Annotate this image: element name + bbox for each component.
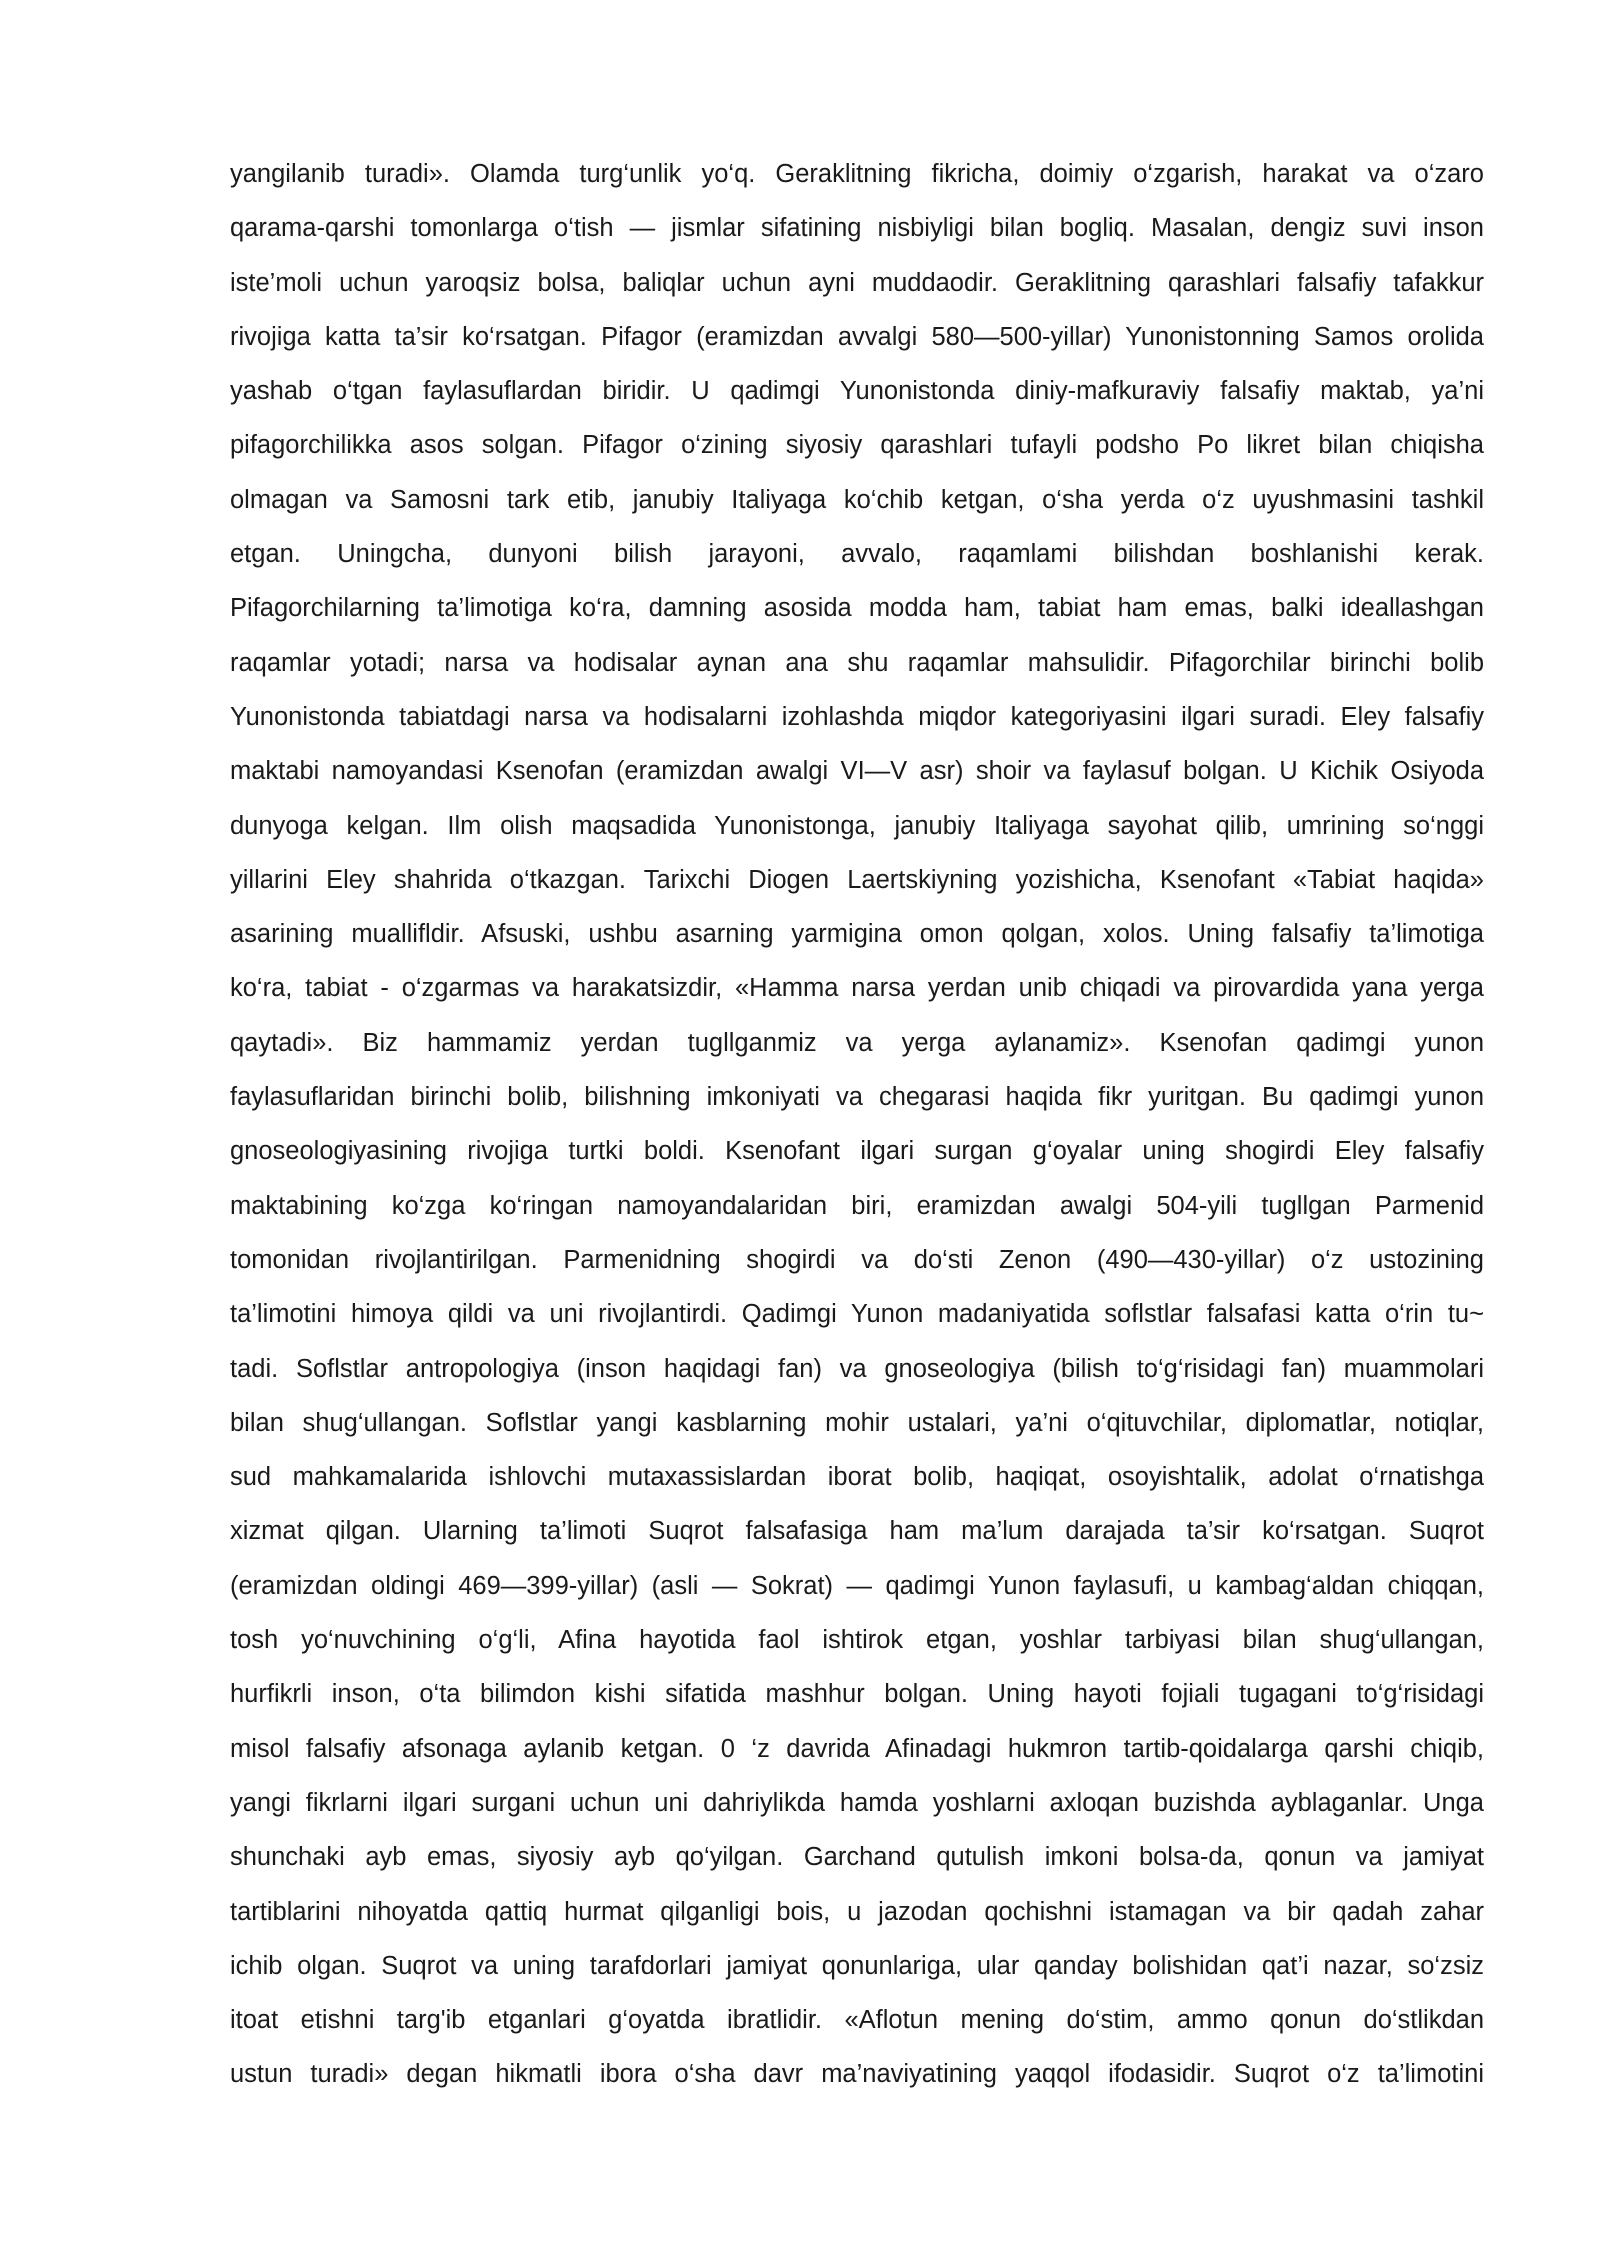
text-line: ta’limotini himoya qildi va uni rivojlantirdi. Qadimgi Yunon madaniyatida soflstlar falsafasi katta o‘rin tu~ — [230, 1300, 1484, 1329]
text-line: gnoseologiyasining rivojiga turtki boldi. Ksenofant ilgari surgan g‘oyalar uning shogirdi Eley falsafiy — [230, 1137, 1484, 1166]
text-line: ustun turadi» degan hikmatli ibora o‘sha davr ma’naviyatining yaqqol ifodasidir. Suqrot o‘z ta’limotini — [230, 2060, 1484, 2089]
text-line: dunyoga kelgan. Ilm olish maqsadida Yunonistonga, janubiy Italiyaga sayohat qilib, umrining so‘nggi — [230, 811, 1484, 840]
text-line: faylasuflaridan birinchi bolib, bilishning imkoniyati va chegarasi haqida fikr yuritgan. Bu qadimgi yunon — [230, 1083, 1484, 1112]
text-line: ichib olgan. Suqrot va uning tarafdorlari jamiyat qonunlariga, ular qanday bolishidan qat’i nazar, so‘zsiz — [230, 1951, 1484, 1980]
text-line: maktabining ko‘zga ko‘ringan namoyandalaridan biri, eramizdan awalgi 504-yili tugllgan Parmenid — [230, 1191, 1484, 1220]
text-line: itoat etishni targ'ib etganlari g‘oyatda ibratlidir. «Aflotun mening do‘stim, ammo qonun do‘stlikdan — [230, 2006, 1484, 2035]
text-line: tosh yo‘nuvchining o‘g‘li, Afina hayotida faol ishtirok etgan, yoshlar tarbiyasi bilan shug‘ullangan, — [230, 1626, 1484, 1655]
text-line: misol falsafiy afsonaga aylanib ketgan. 0 ‘z davrida Afinadagi hukmron tartib-qoidalarga qarshi chiqib, — [230, 1734, 1484, 1763]
text-line: asarining muallifldir. Afsuski, ushbu asarning yarmigina omon qolgan, xolos. Uning falsafiy ta’limotiga — [230, 920, 1484, 949]
text-line: tartiblarini nihoyatda qattiq hurmat qilganligi bois, u jazodan qochishni istamagan va bir qadah zahar — [230, 1897, 1484, 1926]
body-text — [230, 147, 1484, 2102]
text-line: etgan. Uningcha, dunyoni bilish jarayoni, avvalo, raqamlami bilishdan boshlanishi kerak. — [230, 540, 1484, 569]
text-line: tadi. Soflstlar antropologiya (inson haqidagi fan) va gnoseologiya (bilish to‘g‘risidagi fan) muammolari — [230, 1354, 1484, 1383]
text-line: shunchaki ayb emas, siyosiy ayb qo‘yilgan. Garchand qutulish imkoni bolsa-da, qonun va jamiyat — [230, 1843, 1484, 1872]
text-line: (eramizdan oldingi 469—399-yillar) (asli — Sokrat) — qadimgi Yunon faylasufi, u kambag‘aldan chiqqan, — [230, 1571, 1484, 1600]
text-line: yangilanib turadi». Olamda turg‘unlik yo‘q. Geraklitning fikricha, doimiy o‘zgarish, harakat va o‘zaro — [230, 160, 1484, 188]
text-line: ko‘ra, tabiat - o‘zgarmas va harakatsizdir, «Hamma narsa yerdan unib chiqadi va pirovardida yana yerga — [230, 974, 1484, 1003]
text-line: qaytadi». Biz hammamiz yerdan tugllganmiz va yerga aylanamiz». Ksenofan qadimgi yunon — [230, 1028, 1484, 1057]
text-line: yashab o‘tgan faylasuflardan biridir. U qadimgi Yunonistonda diniy-mafkuraviy falsafiy maktab, ya’ni — [230, 377, 1484, 406]
text-line: hurfikrli inson, o‘ta bilimdon kishi sifatida mashhur bolgan. Uning hayoti fojiali tugagani to‘g‘risidagi — [230, 1680, 1484, 1709]
text-line: tomonidan rivojlantirilgan. Parmenidning shogirdi va do‘sti Zenon (490—430-yillar) o‘z ustozining — [230, 1245, 1484, 1274]
text-line: Pifagorchilarning ta’limotiga ko‘ra, damning asosida modda ham, tabiat ham emas, balki ideallashgan — [230, 594, 1484, 623]
text-line: Yunonistonda tabiatdagi narsa va hodisalarni izohlashda miqdor kategoriyasini ilgari suradi. Eley falsafiy — [230, 702, 1484, 731]
text-line: qarama-qarshi tomonlarga o‘tish — jismlar sifatining nisbiyligi bilan bogliq. Masalan, dengiz suvi inson — [230, 214, 1484, 243]
text-line: rivojiga katta ta’sir ko‘rsatgan. Pifagor (eramizdan avvalgi 580—500-yillar) Yunonistonning Samos orolida — [230, 322, 1484, 351]
text-line: pifagorchilikka asos solgan. Pifagor o‘zining siyosiy qarashlari tufayli podsho Po likret bilan chiqisha — [230, 431, 1484, 460]
text-line: raqamlar yotadi; narsa va hodisalar aynan ana shu raqamlar mahsulidir. Pifagorchilar birinchi bolib — [230, 648, 1484, 677]
text-line: sud mahkamalarida ishlovchi mutaxassislardan iborat bolib, haqiqat, osoyishtalik, adolat o‘rnatishga — [230, 1463, 1484, 1492]
text-line: xizmat qilgan. Ularning ta’limoti Suqrot falsafasiga ham ma’lum darajada ta’sir ko‘rsatgan. Suqrot — [230, 1517, 1484, 1546]
text-line: olmagan va Samosni tark etib, janubiy Italiyaga ko‘chib ketgan, o‘sha yerda o‘z uyushmasini tashkil — [230, 485, 1484, 514]
text-line: bilan shug‘ullangan. Soflstlar yangi kasblarning mohir ustalari, ya’ni o‘qituvchilar, diplomatlar, notiqlar, — [230, 1408, 1484, 1437]
text-line: iste’moli uchun yaroqsiz bolsa, baliqlar uchun ayni muddaodir. Geraklitning qarashlari falsafiy tafakkur — [230, 268, 1484, 297]
text-line: yangi fikrlarni ilgari surgani uchun uni dahriylikda hamda yoshlarni axloqan buzishda ayblaganlar. Unga — [230, 1788, 1484, 1817]
text-line: yillarini Eley shahrida o‘tkazgan. Tarixchi Diogen Laertskiyning yozishicha, Ksenofant «Tabiat haqida» — [230, 865, 1484, 894]
text-line: maktabi namoyandasi Ksenofan (eramizdan awalgi VI—V asr) shoir va faylasuf bolgan. U Kichik Osiyoda — [230, 757, 1484, 786]
